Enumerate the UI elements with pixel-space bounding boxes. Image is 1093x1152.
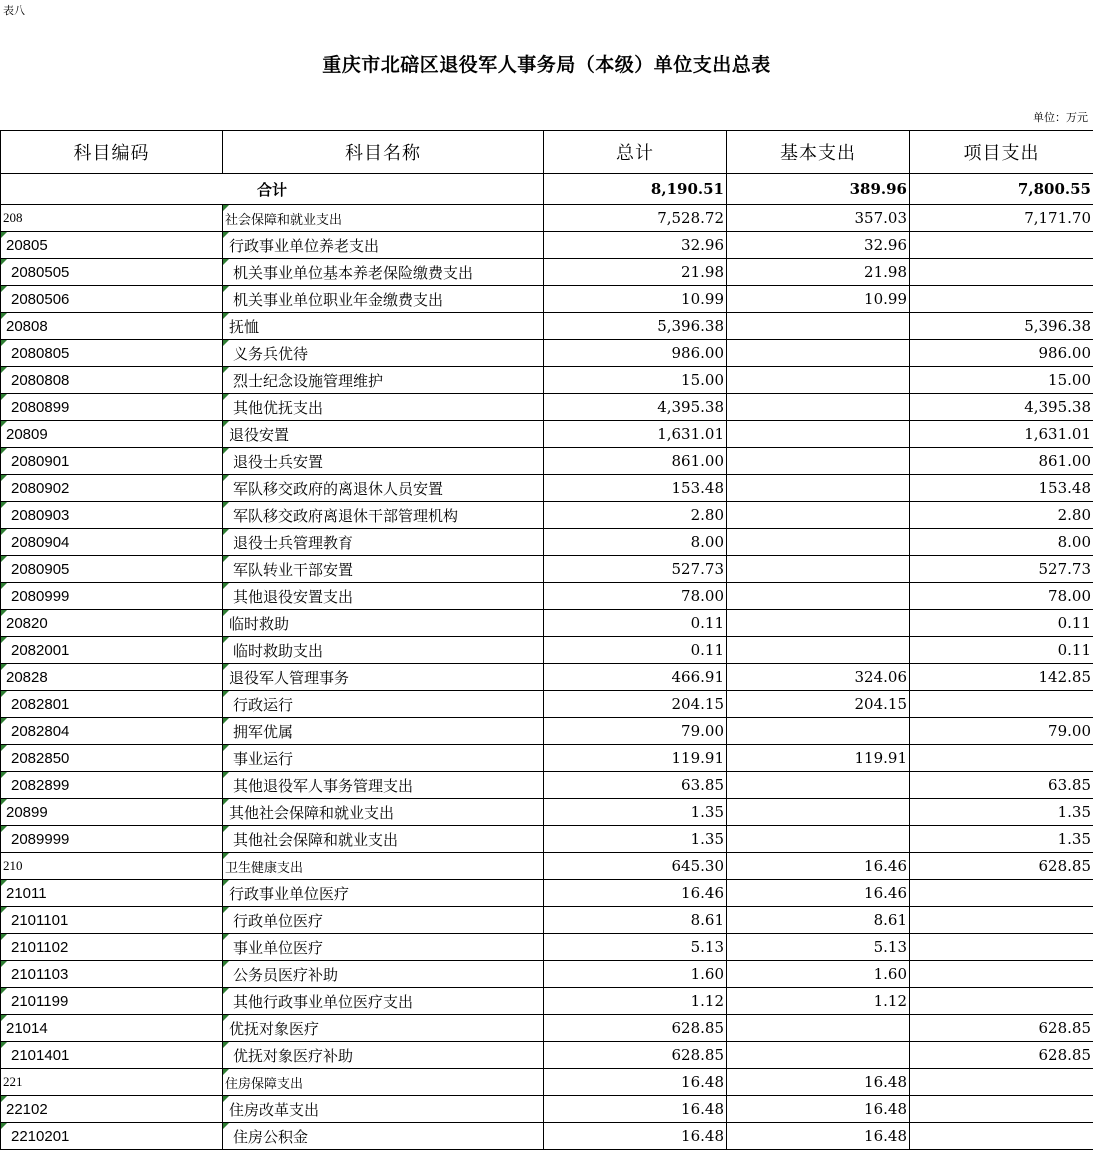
cell-basic — [727, 313, 910, 340]
table-row — [1, 880, 1093, 907]
table-row — [1, 1096, 1093, 1123]
cell-total: 32.96 — [544, 232, 727, 259]
cell-total: 63.85 — [544, 772, 727, 799]
cell-name: 其他退役安置支出 — [223, 583, 544, 610]
cell-total: 78.00 — [544, 583, 727, 610]
cell-project: 527.73 — [910, 556, 1093, 583]
cell-total: 204.15 — [544, 691, 727, 718]
cell-basic: 16.46 — [727, 880, 910, 907]
cell-code: 2101401 — [1, 1042, 223, 1069]
cell-total: 1.35 — [544, 826, 727, 853]
cell-basic: 8.61 — [727, 907, 910, 934]
cell-basic — [727, 529, 910, 556]
table-row — [1, 610, 1093, 637]
cell-name: 其他行政事业单位医疗支出 — [223, 988, 544, 1015]
table-row — [1, 556, 1093, 583]
table-row — [1, 718, 1093, 745]
cell-total: 1.35 — [544, 799, 727, 826]
cell-project: 153.48 — [910, 475, 1093, 502]
cell-code: 2082801 — [1, 691, 223, 718]
table-row — [1, 961, 1093, 988]
cell-name: 住房改革支出 — [223, 1096, 544, 1123]
cell-total: 628.85 — [544, 1015, 727, 1042]
cell-code: 2082001 — [1, 637, 223, 664]
cell-basic — [727, 556, 910, 583]
table-row — [1, 745, 1093, 772]
cell-code: 20899 — [1, 799, 223, 826]
cell-code: 20805 — [1, 232, 223, 259]
total-total: 8,190.51 — [544, 174, 727, 205]
table-row — [1, 259, 1093, 286]
cell-code: 2080805 — [1, 340, 223, 367]
cell-name: 行政事业单位养老支出 — [223, 232, 544, 259]
cell-basic: 16.48 — [727, 1096, 910, 1123]
cell-name: 机关事业单位职业年金缴费支出 — [223, 286, 544, 313]
cell-basic — [727, 637, 910, 664]
cell-name: 退役士兵管理教育 — [223, 529, 544, 556]
cell-basic: 16.48 — [727, 1123, 910, 1150]
cell-code: 2080999 — [1, 583, 223, 610]
cell-project: 0.11 — [910, 637, 1093, 664]
cell-project — [910, 1069, 1093, 1096]
cell-name: 退役军人管理事务 — [223, 664, 544, 691]
cell-total: 16.48 — [544, 1069, 727, 1096]
cell-total: 0.11 — [544, 637, 727, 664]
cell-project — [910, 1123, 1093, 1150]
cell-total: 628.85 — [544, 1042, 727, 1069]
cell-name: 抚恤 — [223, 313, 544, 340]
table-row — [1, 772, 1093, 799]
table-row — [1, 205, 1093, 232]
table-row — [1, 421, 1093, 448]
cell-name: 机关事业单位基本养老保险缴费支出 — [223, 259, 544, 286]
cell-total: 986.00 — [544, 340, 727, 367]
cell-code: 20809 — [1, 421, 223, 448]
cell-project: 1.35 — [910, 826, 1093, 853]
cell-basic — [727, 1042, 910, 1069]
cell-project: 628.85 — [910, 1042, 1093, 1069]
cell-name: 公务员医疗补助 — [223, 961, 544, 988]
table-row — [1, 1015, 1093, 1042]
cell-basic: 324.06 — [727, 664, 910, 691]
cell-project — [910, 232, 1093, 259]
cell-basic: 21.98 — [727, 259, 910, 286]
cell-code: 2080903 — [1, 502, 223, 529]
table-row — [1, 1123, 1093, 1150]
cell-basic — [727, 583, 910, 610]
cell-project — [910, 934, 1093, 961]
cell-project — [910, 286, 1093, 313]
table-row — [1, 529, 1093, 556]
cell-name: 其他优抚支出 — [223, 394, 544, 421]
cell-code: 20828 — [1, 664, 223, 691]
cell-name: 拥军优属 — [223, 718, 544, 745]
cell-name: 优抚对象医疗补助 — [223, 1042, 544, 1069]
cell-name: 行政单位医疗 — [223, 907, 544, 934]
cell-total: 5,396.38 — [544, 313, 727, 340]
cell-project: 628.85 — [910, 1015, 1093, 1042]
total-project: 7,800.55 — [910, 174, 1093, 205]
cell-project: 0.11 — [910, 610, 1093, 637]
cell-project: 7,171.70 — [910, 205, 1093, 232]
cell-basic — [727, 448, 910, 475]
table-row — [1, 664, 1093, 691]
cell-project: 4,395.38 — [910, 394, 1093, 421]
cell-basic: 1.60 — [727, 961, 910, 988]
cell-total: 8.61 — [544, 907, 727, 934]
cell-project: 142.85 — [910, 664, 1093, 691]
cell-name: 事业单位医疗 — [223, 934, 544, 961]
cell-name: 住房公积金 — [223, 1123, 544, 1150]
cell-basic — [727, 1015, 910, 1042]
cell-total: 7,528.72 — [544, 205, 727, 232]
table-row — [1, 1069, 1093, 1096]
cell-project — [910, 961, 1093, 988]
table-row — [1, 232, 1093, 259]
cell-basic: 1.12 — [727, 988, 910, 1015]
table-row — [1, 313, 1093, 340]
cell-name: 优抚对象医疗 — [223, 1015, 544, 1042]
cell-total: 861.00 — [544, 448, 727, 475]
cell-name: 退役安置 — [223, 421, 544, 448]
unit-label: 单位：万元 — [1033, 111, 1088, 124]
cell-basic — [727, 394, 910, 421]
cell-total: 0.11 — [544, 610, 727, 637]
table-row — [1, 799, 1093, 826]
cell-total: 10.99 — [544, 286, 727, 313]
cell-project: 79.00 — [910, 718, 1093, 745]
cell-name: 事业运行 — [223, 745, 544, 772]
header-code: 科目编码 — [1, 131, 223, 174]
cell-basic: 119.91 — [727, 745, 910, 772]
cell-total: 79.00 — [544, 718, 727, 745]
cell-basic — [727, 610, 910, 637]
cell-code: 2080506 — [1, 286, 223, 313]
cell-project: 5,396.38 — [910, 313, 1093, 340]
cell-total: 466.91 — [544, 664, 727, 691]
cell-code: 2080808 — [1, 367, 223, 394]
cell-project: 15.00 — [910, 367, 1093, 394]
cell-code: 22102 — [1, 1096, 223, 1123]
cell-total: 645.30 — [544, 853, 727, 880]
cell-name: 烈士纪念设施管理维护 — [223, 367, 544, 394]
cell-name: 行政运行 — [223, 691, 544, 718]
table-row — [1, 502, 1093, 529]
cell-name: 其他退役军人事务管理支出 — [223, 772, 544, 799]
cell-basic — [727, 367, 910, 394]
table-row — [1, 1042, 1093, 1069]
cell-code: 2080904 — [1, 529, 223, 556]
table-row — [1, 394, 1093, 421]
cell-code: 2082899 — [1, 772, 223, 799]
cell-total: 4,395.38 — [544, 394, 727, 421]
cell-code: 208 — [1, 205, 223, 232]
cell-name: 行政事业单位医疗 — [223, 880, 544, 907]
table-row — [1, 583, 1093, 610]
cell-project: 8.00 — [910, 529, 1093, 556]
cell-code: 2080901 — [1, 448, 223, 475]
cell-total: 1.12 — [544, 988, 727, 1015]
cell-basic — [727, 826, 910, 853]
table-row — [1, 691, 1093, 718]
cell-basic — [727, 799, 910, 826]
expenditure-table — [0, 130, 1093, 1150]
cell-total: 2.80 — [544, 502, 727, 529]
cell-project: 628.85 — [910, 853, 1093, 880]
cell-code: 2101103 — [1, 961, 223, 988]
header-basic: 基本支出 — [727, 131, 910, 174]
cell-basic — [727, 475, 910, 502]
cell-total: 1,631.01 — [544, 421, 727, 448]
header-name: 科目名称 — [223, 131, 544, 174]
cell-total: 527.73 — [544, 556, 727, 583]
cell-code: 2089999 — [1, 826, 223, 853]
cell-project: 63.85 — [910, 772, 1093, 799]
table-row — [1, 448, 1093, 475]
cell-project: 78.00 — [910, 583, 1093, 610]
table-row — [1, 826, 1093, 853]
cell-project — [910, 880, 1093, 907]
table-row — [1, 367, 1093, 394]
cell-code: 2101102 — [1, 934, 223, 961]
cell-name: 其他社会保障和就业支出 — [223, 826, 544, 853]
cell-name: 卫生健康支出 — [223, 853, 544, 880]
cell-total: 8.00 — [544, 529, 727, 556]
cell-code: 2080905 — [1, 556, 223, 583]
cell-total: 1.60 — [544, 961, 727, 988]
cell-basic — [727, 340, 910, 367]
cell-name: 临时救助支出 — [223, 637, 544, 664]
cell-project — [910, 1096, 1093, 1123]
cell-code: 21011 — [1, 880, 223, 907]
cell-code: 2080902 — [1, 475, 223, 502]
cell-name: 住房保障支出 — [223, 1069, 544, 1096]
cell-name: 军队转业干部安置 — [223, 556, 544, 583]
cell-project — [910, 907, 1093, 934]
table-row — [1, 340, 1093, 367]
table-row — [1, 853, 1093, 880]
cell-total: 16.48 — [544, 1123, 727, 1150]
cell-total: 15.00 — [544, 367, 727, 394]
cell-basic: 204.15 — [727, 691, 910, 718]
cell-code: 20820 — [1, 610, 223, 637]
total-label: 合计 — [1, 174, 544, 205]
cell-total: 5.13 — [544, 934, 727, 961]
cell-name: 义务兵优待 — [223, 340, 544, 367]
cell-project — [910, 691, 1093, 718]
cell-name: 军队移交政府离退休干部管理机构 — [223, 502, 544, 529]
total-basic: 389.96 — [727, 174, 910, 205]
table-row — [1, 286, 1093, 313]
cell-basic — [727, 718, 910, 745]
cell-total: 16.48 — [544, 1096, 727, 1123]
cell-code: 2080899 — [1, 394, 223, 421]
cell-code: 20808 — [1, 313, 223, 340]
cell-code: 2101101 — [1, 907, 223, 934]
cell-basic: 16.48 — [727, 1069, 910, 1096]
table-row — [1, 907, 1093, 934]
cell-code: 221 — [1, 1069, 223, 1096]
cell-basic: 32.96 — [727, 232, 910, 259]
cell-project — [910, 745, 1093, 772]
cell-name: 临时救助 — [223, 610, 544, 637]
cell-basic — [727, 502, 910, 529]
page-label: 表八 — [3, 4, 25, 17]
cell-name: 其他社会保障和就业支出 — [223, 799, 544, 826]
page-title: 重庆市北碚区退役军人事务局（本级）单位支出总表 — [322, 54, 771, 76]
table-row — [1, 934, 1093, 961]
table-row — [1, 988, 1093, 1015]
header-project: 项目支出 — [910, 131, 1093, 174]
cell-code: 2210201 — [1, 1123, 223, 1150]
cell-project — [910, 259, 1093, 286]
cell-total: 16.46 — [544, 880, 727, 907]
cell-code: 2080505 — [1, 259, 223, 286]
cell-basic: 5.13 — [727, 934, 910, 961]
cell-total: 21.98 — [544, 259, 727, 286]
cell-basic: 10.99 — [727, 286, 910, 313]
cell-code: 2082850 — [1, 745, 223, 772]
cell-basic: 16.46 — [727, 853, 910, 880]
cell-basic: 357.03 — [727, 205, 910, 232]
header-total: 总计 — [544, 131, 727, 174]
cell-basic — [727, 772, 910, 799]
cell-code: 2082804 — [1, 718, 223, 745]
cell-code: 21014 — [1, 1015, 223, 1042]
table-row — [1, 637, 1093, 664]
header-row — [1, 131, 1093, 174]
cell-project: 2.80 — [910, 502, 1093, 529]
cell-total: 153.48 — [544, 475, 727, 502]
cell-code: 2101199 — [1, 988, 223, 1015]
cell-project: 1,631.01 — [910, 421, 1093, 448]
cell-name: 社会保障和就业支出 — [223, 205, 544, 232]
table-row — [1, 475, 1093, 502]
cell-total: 119.91 — [544, 745, 727, 772]
cell-name: 退役士兵安置 — [223, 448, 544, 475]
cell-basic — [727, 421, 910, 448]
cell-project — [910, 988, 1093, 1015]
cell-project: 1.35 — [910, 799, 1093, 826]
cell-name: 军队移交政府的离退休人员安置 — [223, 475, 544, 502]
cell-project: 986.00 — [910, 340, 1093, 367]
total-row — [1, 174, 1093, 205]
cell-code: 210 — [1, 853, 223, 880]
cell-project: 861.00 — [910, 448, 1093, 475]
